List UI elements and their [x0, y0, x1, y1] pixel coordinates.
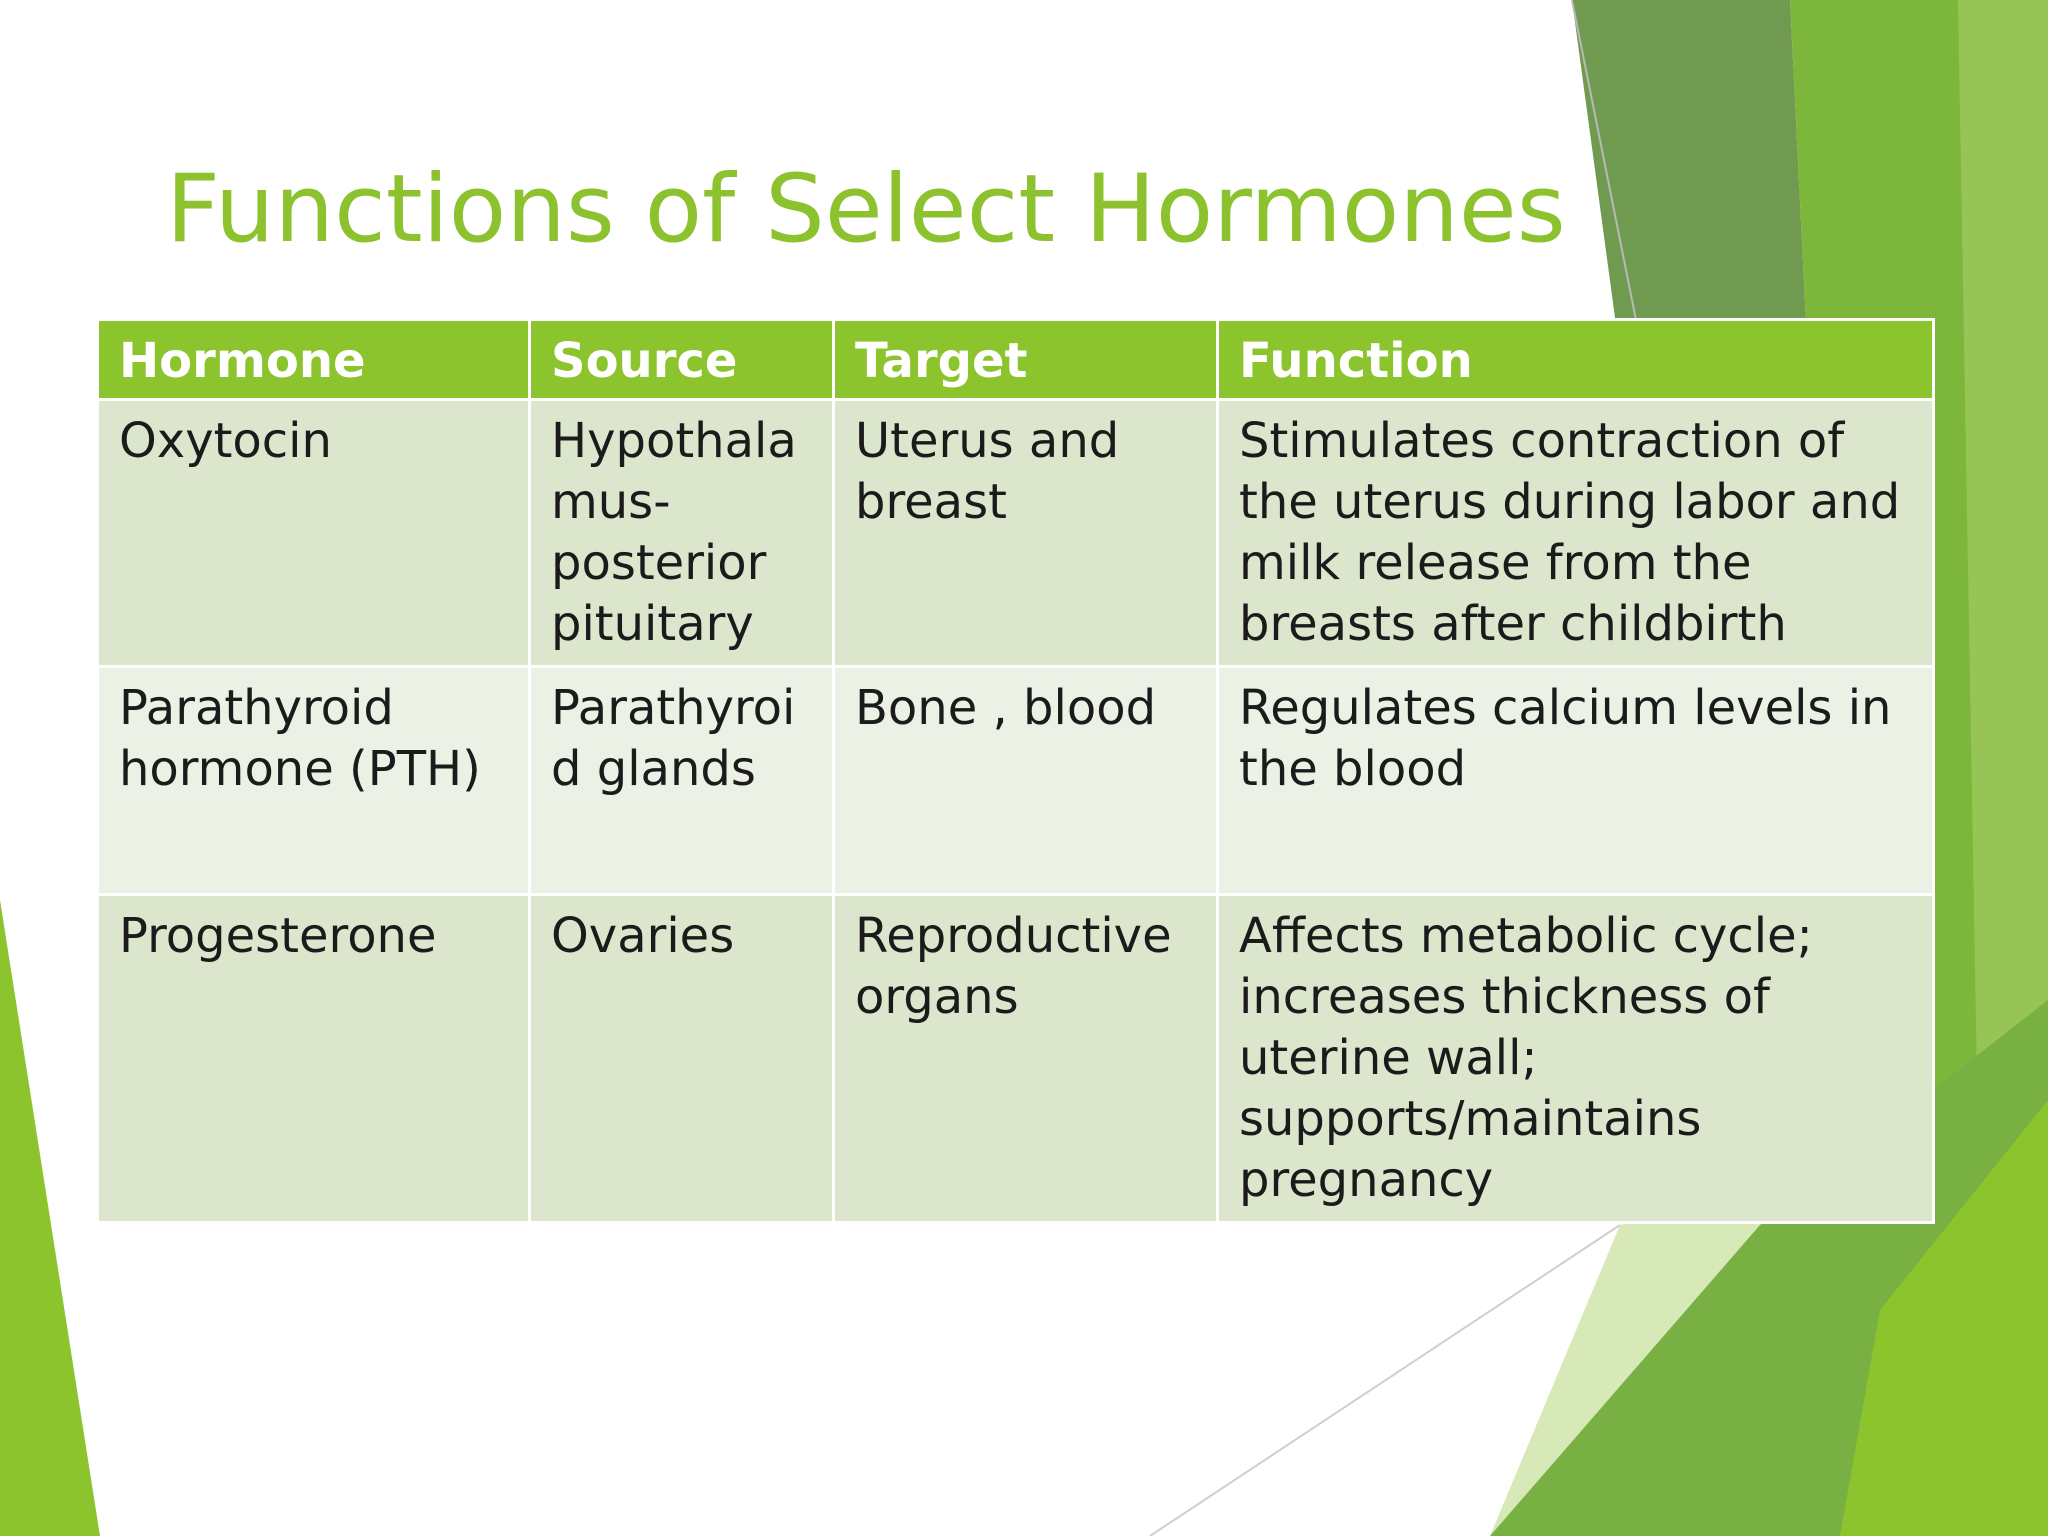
cell-target: Bone , blood [834, 667, 1218, 895]
table-row [98, 400, 1934, 667]
table-row [98, 895, 1934, 1223]
table-row [98, 667, 1934, 895]
cell-function: Regulates calcium levels in the blood [1218, 667, 1934, 895]
header-source: Source [530, 320, 834, 400]
cell-hormone: Progesterone [98, 895, 530, 1223]
table-header-row [98, 320, 1934, 400]
hormone-table [96, 318, 1935, 1224]
cell-target: Uterus and breast [834, 400, 1218, 667]
cell-function: Affects metabolic cycle; increases thickness of uterine wall; supports/maintains pregnancy [1218, 895, 1934, 1223]
header-hormone: Hormone [98, 320, 530, 400]
header-function: Function [1218, 320, 1934, 400]
cell-hormone: Oxytocin [98, 400, 530, 667]
decor-left-green-sliver [0, 900, 100, 1536]
cell-source: Ovaries [530, 895, 834, 1223]
header-target: Target [834, 320, 1218, 400]
slide-title: Functions of Select Hormones [166, 155, 1566, 264]
cell-function: Stimulates contraction of the uterus during labor and milk release from the breasts after childbirth [1218, 400, 1934, 667]
cell-source: Parathyroid glands [530, 667, 834, 895]
cell-target: Reproductive organs [834, 895, 1218, 1223]
cell-source: Hypothalamus-posterior pituitary [530, 400, 834, 667]
cell-hormone: Parathyroid hormone (PTH) [98, 667, 530, 895]
